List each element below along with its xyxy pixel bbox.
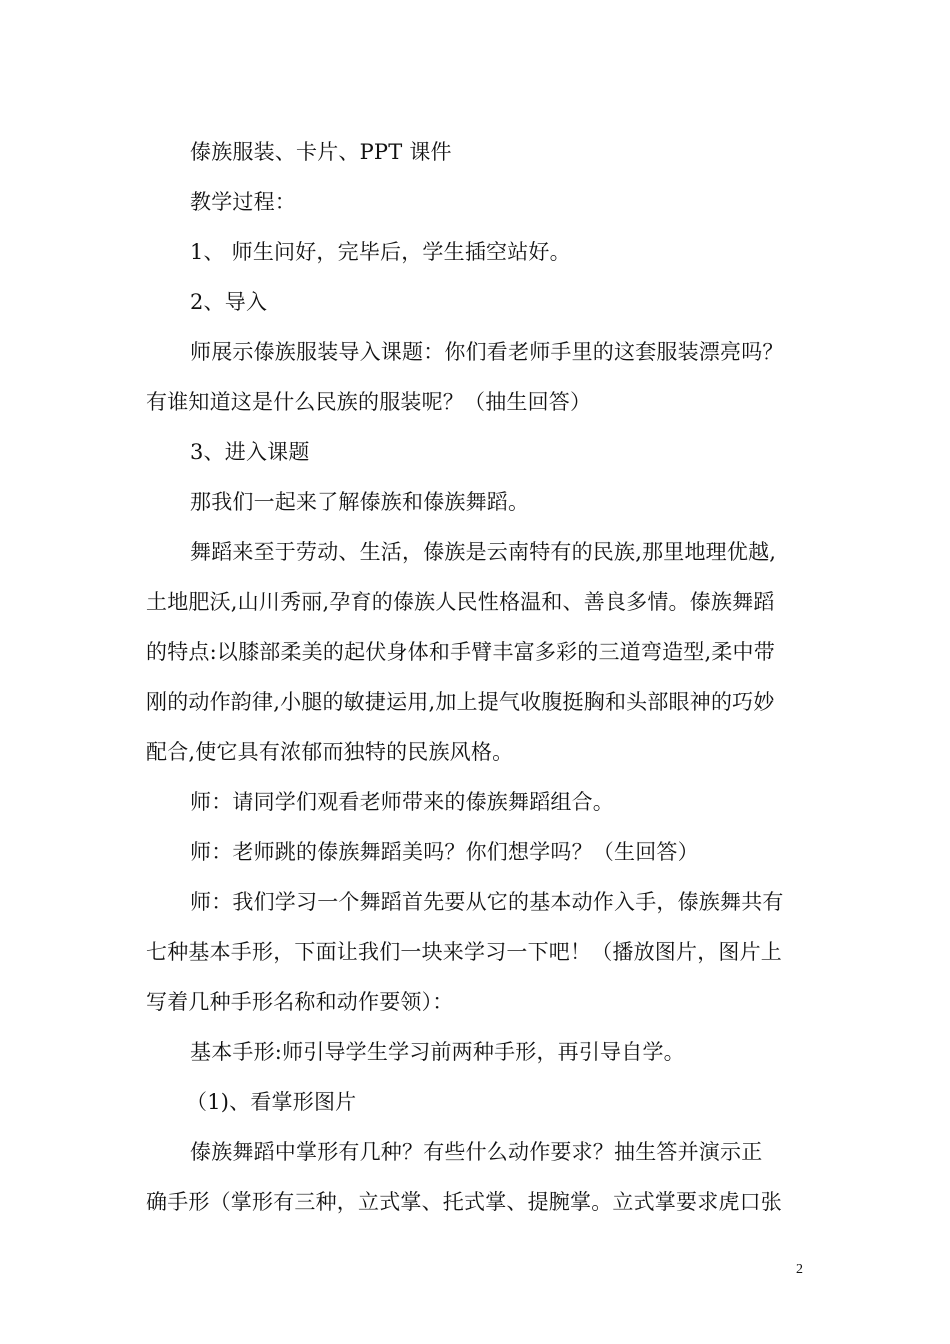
- paragraph-line: 土地肥沃,山川秀丽,孕育的傣族人民性格温和、善良多情。傣族舞蹈: [146, 590, 775, 614]
- step-1: 1、 师生问好，完毕后，学生插空站好。: [190, 240, 571, 264]
- paragraph-line: 傣族舞蹈中掌形有几种？有些什么动作要求？抽生答并演示正: [190, 1140, 763, 1164]
- process-heading: 教学过程：: [190, 190, 296, 214]
- materials-line: 傣族服装、卡片、PPT 课件: [190, 140, 452, 164]
- paragraph-line: 那我们一起来了解傣族和傣族舞蹈。: [190, 490, 530, 514]
- step-2-heading: 2、导入: [190, 290, 268, 314]
- paragraph-line: 师：老师跳的傣族舞蹈美吗？你们想学吗？（生回答）: [190, 840, 699, 864]
- subsection-heading: （1)、看掌形图片: [186, 1090, 357, 1114]
- paragraph-line: 有谁知道这是什么民族的服装呢？（抽生回答）: [146, 390, 592, 414]
- paragraph-line: 七种基本手形，下面让我们一块来学习一下吧！（播放图片，图片上: [146, 940, 782, 964]
- paragraph-line: 确手形（掌形有三种，立式掌、托式掌、提腕掌。立式掌要求虎口张: [146, 1190, 782, 1214]
- paragraph-line: 配合,使它具有浓郁而独特的民族风格。: [146, 740, 514, 764]
- page-number: 2: [796, 1262, 803, 1277]
- paragraph-line: 写着几种手形名称和动作要领）：: [146, 990, 454, 1014]
- paragraph-line: 刚的动作韵律,小腿的敏捷运用,加上提气收腹挺胸和头部眼神的巧妙: [146, 690, 775, 714]
- step-3-heading: 3、进入课题: [190, 440, 310, 464]
- paragraph-line: 基本手形:师引导学生学习前两种手形，再引导自学。: [190, 1040, 685, 1064]
- paragraph-line: 师展示傣族服装导入课题：你们看老师手里的这套服装漂亮吗？: [190, 340, 784, 364]
- paragraph-line: 的特点:以膝部柔美的起伏身体和手臂丰富多彩的三道弯造型,柔中带: [146, 640, 775, 664]
- paragraph-line: 师：请同学们观看老师带来的傣族舞蹈组合。: [190, 790, 614, 814]
- paragraph-line: 舞蹈来至于劳动、生活，傣族是云南特有的民族,那里地理优越,: [190, 540, 777, 564]
- paragraph-line: 师：我们学习一个舞蹈首先要从它的基本动作入手，傣族舞共有: [190, 890, 784, 914]
